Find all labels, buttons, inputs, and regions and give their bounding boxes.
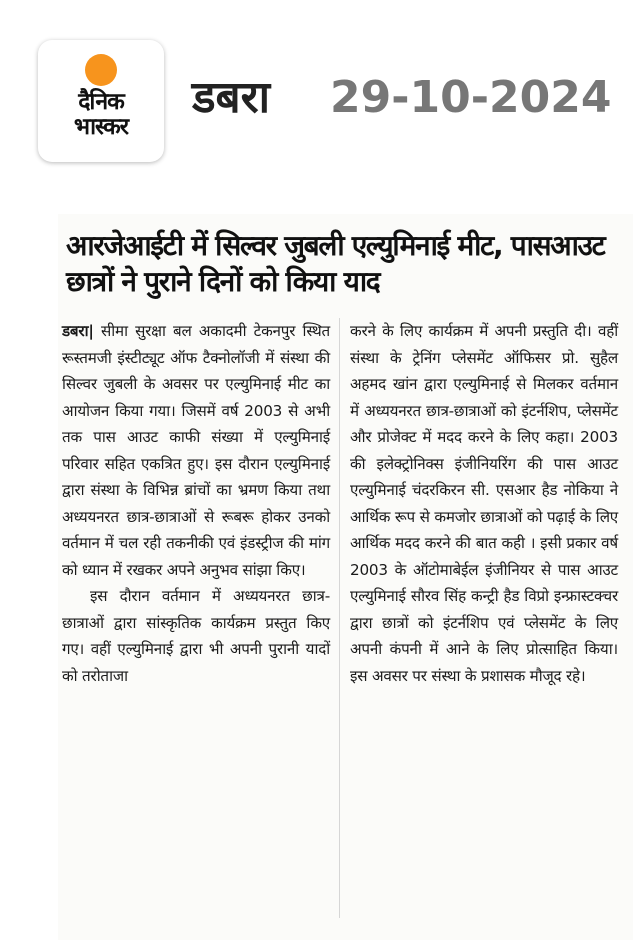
article-column-right xyxy=(350,318,618,689)
article-paragraph xyxy=(62,318,330,583)
city-label: डबरा xyxy=(192,72,271,123)
article-paragraph: करने के लिए कार्यक्रम में अपनी प्रस्तुति दी। वहीं संस्था के ट्रेनिंग प्लेसमेंट ऑफिसर प्रो. सुहैल अहमद खांन द्वारा एल्युमिनाई से मिलकर वर्तमान में अध्ययनरत छात्र-छात्राओं को इंटर्नशिप, प्लेसमेंट और प्रोजेक्ट में मदद करने के लिए कहा। 2003 की इलेक्ट्रोनिक्स इंजीनियरिंग की पास आउट एल्युमिनाई चंदरकिरन सी. एसआर हैड नोकिया ने आर्थिक रूप से कमजोर छात्राओं को पढ़ाई के लिए आर्थिक मदद करने की बात कही । इसी प्रकार वर्ष 2003 के ऑटोमाबेईल इंजीनियर से पास आउट एल्युमिनाई सौरव सिंह कन्ट्री हैड विप्रो इन्फ्रास्टक्चर द्वारा छात्रों को इंटर्नशिप एवं प्लेसमेंट के लिए अपनी कंपनी में आने के लिए प्रोत्साहित किया। इस अवसर पर संस्था के प्रशासक मौजूद रहे। xyxy=(350,322,618,685)
news-clipping xyxy=(58,214,633,940)
dateline: डबरा| xyxy=(62,322,94,340)
article-headline: आरजेआईटी में सिल्वर जुबली एल्युमिनाई मीट, पासआउट छात्रों ने पुराने दिनों को किया याद xyxy=(66,229,605,298)
dainik-bhaskar-logo xyxy=(38,40,164,162)
article-paragraph: इस दौरान वर्तमान में अध्ययनरत छात्र-छात्राओं द्वारा सांस्कृतिक कार्यक्रम प्रस्तुत किए गए। वहीं एल्युमिनाई द्वारा भी अपनी पुरानी यादों को तरोताजा xyxy=(62,587,330,685)
paragraph-text: सीमा सुरक्षा बल अकादमी टेकनपुर स्थित रूस्तमजी इंस्टीट्यूट ऑफ टैक्नोलॉजी में संस्था की सिल्वर जुबली के अवसर पर एल्युमिनाई मीट का आयोजन किया गया। जिसमें वर्ष 2003 से अभी तक पास आउट काफी संख्या में एल्युमिनाई परिवार सहित एकत्रित हुए। इस दौरान एल्युमिनाई द्वारा संस्था के विभिन्न ब्रांचों का भ्रमण किया तथा अध्ययनरत छात्र-छात्राओं से रूबरू होकर उनको वर्तमान में चल रही तकनीकी एवं इंडस्ट्रीज की मांग को ध्यान में रखकर अपने अनुभव सांझा किए। xyxy=(62,322,330,579)
article-column-left xyxy=(62,318,330,689)
logo-wordmark: दैनिक भास्कर xyxy=(73,89,129,140)
column-divider xyxy=(339,318,340,918)
publication-date: 29-10-2024 xyxy=(330,72,612,123)
sun-icon xyxy=(85,54,117,86)
